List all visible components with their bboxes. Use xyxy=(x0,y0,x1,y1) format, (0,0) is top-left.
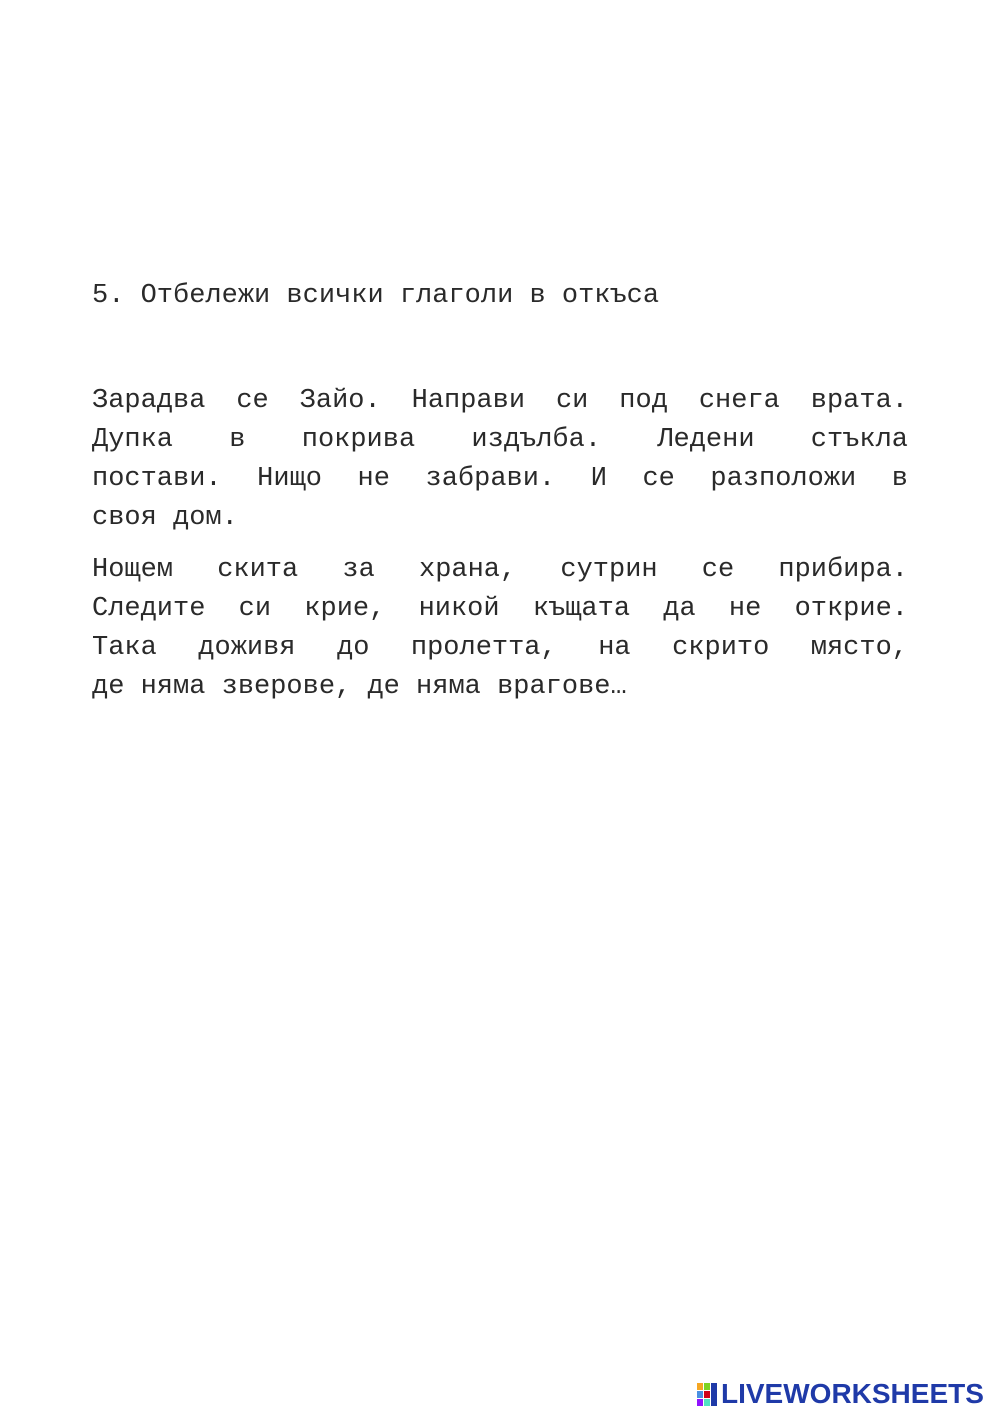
liveworksheets-logo-icon xyxy=(697,1381,717,1407)
passage-line: Така доживя до пролетта, на скрито място, xyxy=(92,633,908,663)
passage-line: постави. Нищо не забрави. И се разположи в xyxy=(92,464,908,494)
task-title: 5. Отбележи всички глаголи в откъса xyxy=(92,281,660,311)
logo-text: LIVEWORKSHEETS xyxy=(721,1378,984,1409)
passage-line: Нощем скита за храна, сутрин се прибира. xyxy=(92,555,908,585)
passage-line: де няма зверове, де няма врагове… xyxy=(92,672,627,702)
passage-paragraph-2 xyxy=(92,551,908,707)
liveworksheets-logo[interactable] xyxy=(697,1378,984,1410)
passage-paragraph-1 xyxy=(92,382,908,538)
passage-line: Зарадва се Зайо. Направи си под снега врата. xyxy=(92,386,908,416)
passage-line: Следите си крие, никой къщата да не открие. xyxy=(92,594,908,624)
passage-line: Дупка в покрива издълба. Ледени стъкла xyxy=(92,425,908,455)
passage-line: своя дом. xyxy=(92,503,238,533)
